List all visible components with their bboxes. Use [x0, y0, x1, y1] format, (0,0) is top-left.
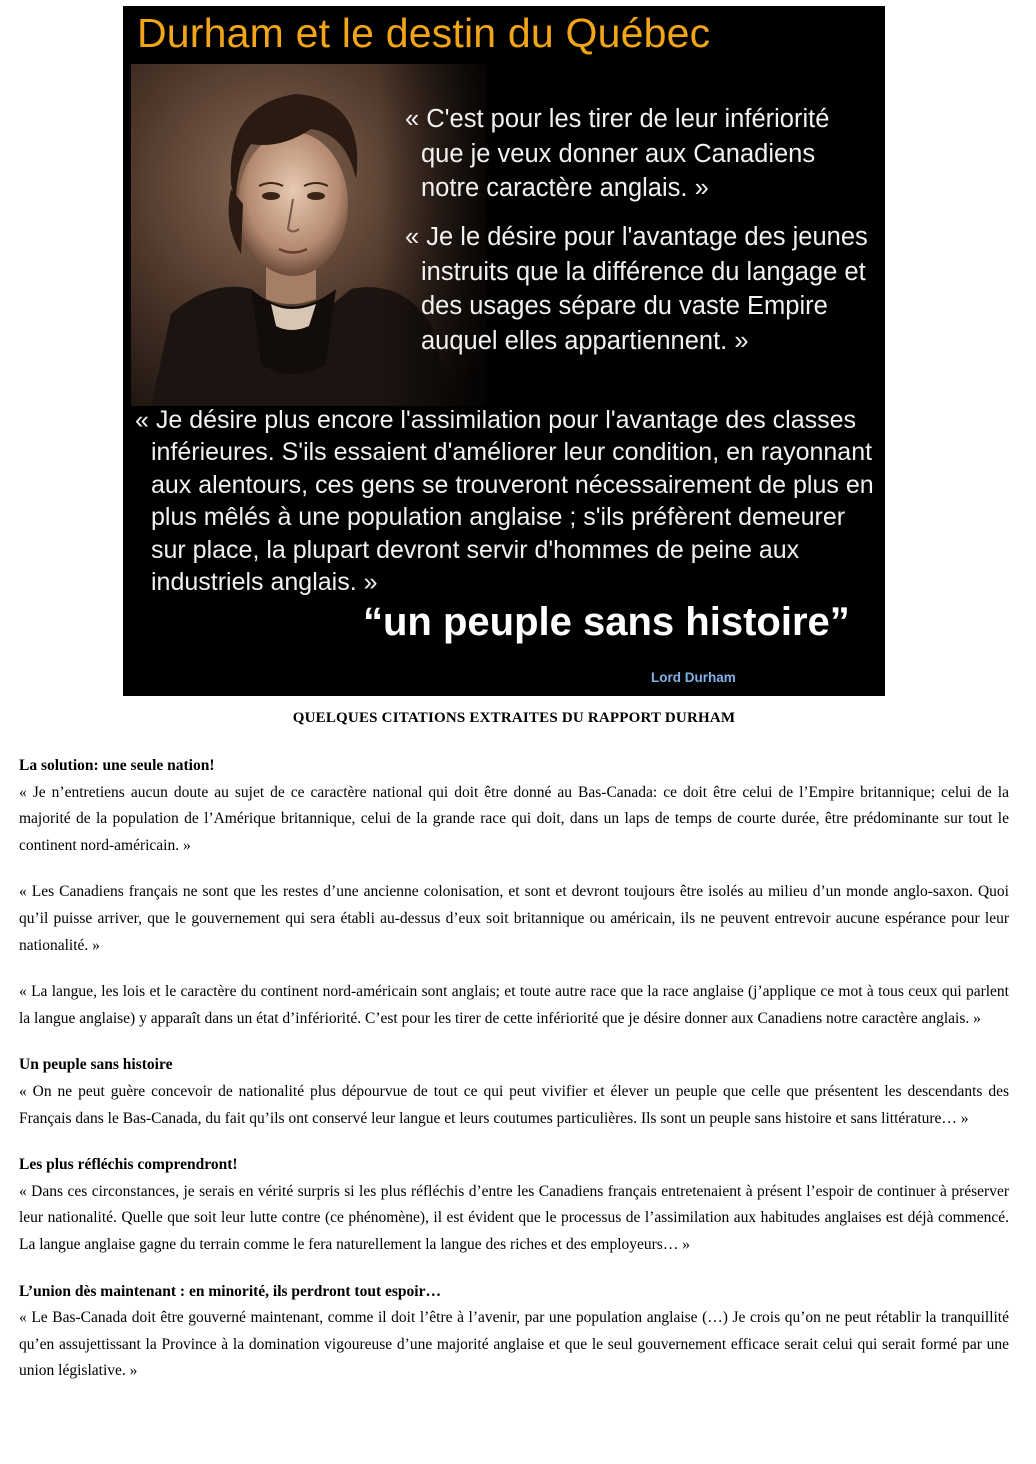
quote-paragraph: « Dans ces circonstances, je serais en vérité surpris si les plus réfléchis d’entre les Canadiens français entretenaient à présent l’espoir de continuer à préserver leur nationalité. Quelle que soit leur lutte contre (ce phénomène), il est évident que le processus de l’assimilation aux habitudes anglaises est déjà commencé. La langue anglaise gagne du terrain comme le fera naturellement la langue des riches et des employeurs… »: [19, 1182, 1009, 1253]
section-heading: Les plus réfléchis comprendront!: [19, 1156, 238, 1174]
poster-quote-2: « Je le désire pour l'avantage des jeunes instruits que la différence du langage et des usages sépare du vaste Empire auquel elles appartiennent. »: [405, 223, 868, 355]
poster-quote-1: « C'est pour les tirer de leur infériorité que je veux donner aux Canadiens notre caractère anglais. »: [405, 105, 830, 202]
section-union: [19, 1279, 1009, 1385]
quote-paragraph: « Les Canadiens français ne sont que les restes d’une ancienne colonisation, et sont et devront toujours être isolés au milieu d’un monde anglo-saxon. Quoi qu’il puisse arriver, que le gouvernement qui sera établi au-dessus d’eux soit britannique ou américain, ils ne peuvent entrevoir aucune espérance pour leur nationalité. »: [19, 883, 1009, 954]
poster-quote-3: « Je désire plus encore l'assimilation pour l'avantage des classes inférieures. S'ils essaient d'améliorer leur condition, en rayonnant aux alentours, ces gens se trouveront nécessairement de plus en plus mêlés à une population anglaise ; s'ils préfèrent demeurer sur place, la plupart devront servir d'hommes de peine aux industriels anglais. »: [135, 406, 874, 597]
section-heading: Un peuple sans histoire: [19, 1056, 173, 1074]
quote-paragraph: « Le Bas-Canada doit être gouverné maintenant, comme il doit l’être à l’avenir, par une population anglaise (…) Je crois qu’on ne peut rétablir la tranquillité qu’en assujettissant la Province à la domination vigoureuse d’une majorité anglaise et que le seul gouvernement efficace serait celui qui serait formé par une union législative. »: [19, 1309, 1009, 1380]
quote-paragraph: « Je n’entretiens aucun doute au sujet de ce caractère national qui doit être donné au Bas-Canada: ce doit être celui de l’Empire britannique; celui de la majorité de la population de l’Amérique britannique, celui de la grande race qui doit, dans un laps de temps de courte durée, être prédominante sur tout le continent nord-américain. »: [19, 783, 1009, 854]
poster-title: Durham et le destin du Québec: [137, 10, 711, 56]
quote-paragraph: « On ne peut guère concevoir de nationalité plus dépourvue de tout ce qui peut vivifier et élever un peuple que celle que présentent les descendants des Français dans le Bas-Canada, du fait qu’ils ont conservé leur langue et leurs coutumes particulières. Ils sont un peuple sans histoire et sans littérature… »: [19, 1082, 1009, 1127]
section-une-seule-nation: [19, 753, 1009, 1032]
poster-tagline: “un peuple sans histoire”: [363, 600, 850, 644]
section-heading: La solution: une seule nation!: [19, 757, 215, 774]
durham-poster-image: [123, 6, 885, 696]
section-peuple-sans-histoire: [19, 1052, 1009, 1132]
quotes-article: [19, 753, 1009, 1405]
poster-credit: Lord Durham: [651, 670, 736, 685]
quote-paragraph: « La langue, les lois et le caractère du continent nord-américain sont anglais; et toute autre race que la race anglaise (j’applique ce mot à tous ceux qui parlent la langue anglaise) y apparaît dans un état d’infériorité. C’est pour les tirer de cette infériorité que je désire donner aux Canadiens notre caractère anglais. »: [19, 983, 1009, 1027]
section-plus-reflechis: [19, 1152, 1009, 1258]
section-heading: L’union dès maintenant : en minorité, ils perdront tout espoir…: [19, 1282, 441, 1300]
image-caption: QUELQUES CITATIONS EXTRAITES DU RAPPORT DURHAM: [292, 710, 736, 726]
